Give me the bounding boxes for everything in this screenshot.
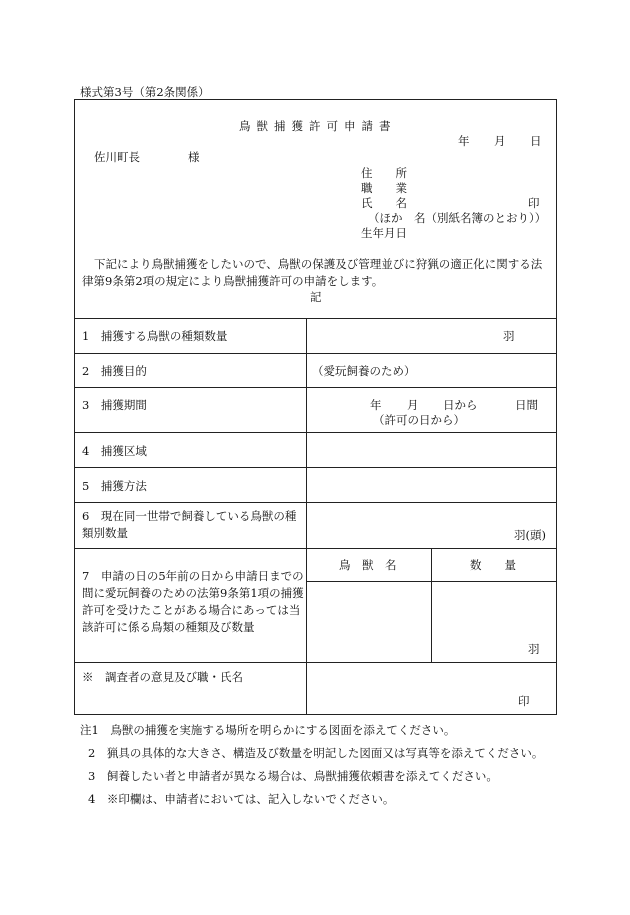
- date-day-label: 日: [530, 134, 542, 148]
- note-line: 2 猟具の具体的な大きさ、構造及び数量を明記した図面又は写真等を添えてください。: [88, 746, 544, 760]
- row7-quantity-header: 数 量: [470, 558, 516, 572]
- row6-label: 6 現在同一世帯で飼養している鳥獣の種類別数量: [82, 509, 297, 540]
- row4-label: 4 捕獲区域: [82, 444, 147, 458]
- seal-mark: 印: [528, 196, 540, 210]
- note-line: 3 飼養したい者と申請者が異なる場合は、鳥獣捕獲依頼書を添えてください。: [88, 769, 498, 783]
- addressee: 佐川町長: [94, 150, 140, 164]
- row7-column-divider: [431, 548, 432, 662]
- applicant-address-label: 住 所: [361, 166, 407, 180]
- applicant-name-label: 氏 名: [361, 196, 407, 210]
- row-rule: [74, 467, 557, 468]
- row2-label: 2 捕獲目的: [82, 364, 147, 378]
- period-note: （許可の日から）: [373, 413, 465, 427]
- applicant-others-note: （ほか 名（別紙名簿のとおり））: [368, 211, 547, 225]
- table-top-rule: [74, 318, 557, 319]
- row6-unit: 羽(頭): [514, 528, 546, 542]
- note-line: 注1 鳥獣の捕獲を実施する場所を明らかにする図面を添えてください。: [80, 723, 456, 737]
- row1-unit: 羽: [503, 329, 515, 343]
- row-rule: [74, 548, 557, 549]
- application-statement: 下記により鳥獣捕獲をしたいので、鳥獣の保護及び管理並びに狩猟の適正化に関する法律第9条第2項の規定により鳥獣捕獲許可の申請をします。: [82, 257, 543, 288]
- row7-species-header: 鳥 獣 名: [339, 558, 397, 572]
- row-rule: [74, 432, 557, 433]
- applicant-occupation-label: 職 業: [361, 181, 407, 195]
- row1-label: 1 捕獲する鳥獣の種類数量: [82, 329, 228, 343]
- date-year-label: 年: [458, 134, 470, 148]
- row5-label: 5 捕獲方法: [82, 479, 147, 493]
- row7-label: 7 申請の日の5年前の日から申請日までの間に愛玩飼養のための法第9条第1項の捕獲許可を受けたことがある場合にあっては当該許可に係る鳥類の種類及び数量: [82, 569, 304, 634]
- label-column-divider: [306, 318, 307, 715]
- form-number-label: 様式第3号（第2条関係）: [80, 85, 210, 99]
- form-title: 鳥獣捕獲許可申請書: [239, 119, 397, 133]
- row8-label: ※ 調査者の意見及び職・氏名: [82, 670, 243, 684]
- row2-value: （愛玩飼養のため）: [312, 364, 416, 378]
- note-line: 4 ※印欄は、申請者においては、記入しないでください。: [88, 792, 395, 806]
- addressee-honorific: 様: [188, 150, 200, 164]
- row-rule: [74, 353, 557, 354]
- row3-label: 3 捕獲期間: [82, 398, 147, 412]
- row-rule: [74, 502, 557, 503]
- row8-seal: 印: [518, 694, 530, 708]
- applicant-birthdate-label: 生年月日: [361, 226, 407, 240]
- period-month-label: 月: [407, 398, 419, 412]
- row7-unit: 羽: [528, 642, 540, 656]
- ki-mark: 記: [310, 290, 322, 304]
- period-year-label: 年: [370, 398, 382, 412]
- date-month-label: 月: [494, 134, 506, 148]
- row-rule: [74, 662, 557, 663]
- period-from-label: 日から: [443, 398, 478, 412]
- period-days-label: 日間: [515, 398, 538, 412]
- row-rule: [74, 387, 557, 388]
